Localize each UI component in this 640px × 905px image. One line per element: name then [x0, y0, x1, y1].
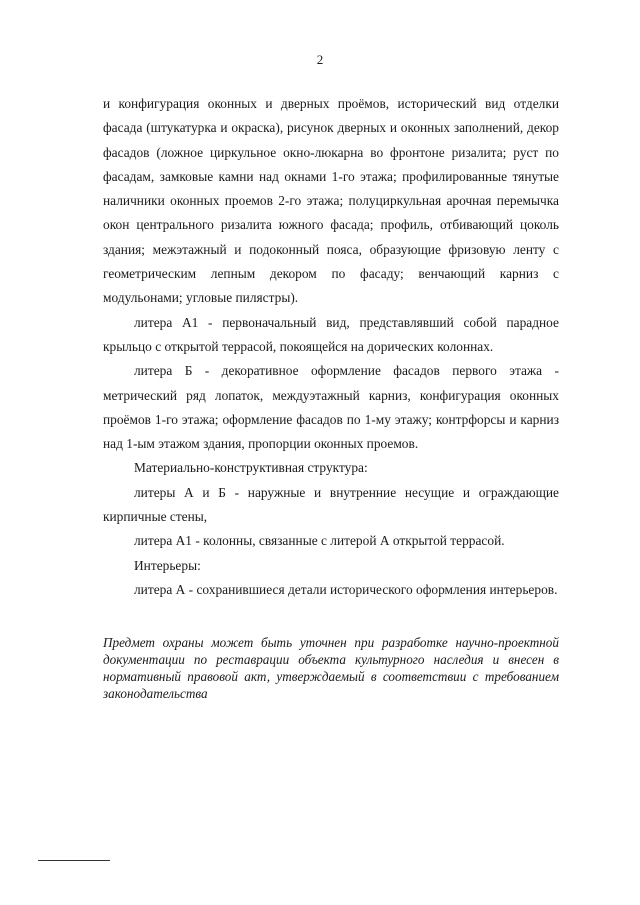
italic-note: Предмет охраны может быть уточнен при разработке научно-проектной документации по реставрации объекта культурного наследия и внесен в нормативный правовой акт, утверждаемый в соответствии с требованием законодательства	[103, 635, 559, 701]
footer-divider	[38, 860, 110, 861]
paragraph-litera-a-b-walls: литеры А и Б - наружные и внутренние несущие и ограждающие кирпичные стены,	[103, 484, 559, 525]
paragraph-litera-b: литера Б - декоративное оформление фасадов первого этажа - метрический ряд лопаток, междуэтажный карниз, конфигурация оконных проёмов 1-го этажа; оформление фасадов по 1-му этажу; контрфорсы и карниз над 1-ым этажом здания, пропорции оконных проемов.	[103, 363, 559, 452]
document-body	[103, 92, 559, 602]
heading-material-structure: Материально-конструктивная структура:	[134, 460, 368, 476]
page-number: 2	[316, 52, 324, 67]
paragraph-litera-a1-columns: литера А1 - колонны, связанные с литерой А открытой террасой.	[134, 533, 505, 549]
heading-interiors: Интерьеры:	[134, 557, 201, 573]
paragraph-litera-a-interiors: литера А - сохранившиеся детали исторического оформления интерьеров.	[134, 581, 558, 597]
paragraph-litera-a1: литера А1 - первоначальный вид, представлявший собой парадное крыльцо с открытой террасой, покоящейся на дорических колоннах.	[103, 314, 559, 354]
paragraph-facade-decor: и конфигурация оконных и дверных проёмов, исторический вид отделки фасада (штукатурка и окраска), рисунок дверных и оконных заполнений, декор фасадов (ложное циркульное окно-люкарна во фронтоне ризалита; руст по фасадам, замковые камни над окнами 1-го этажа; профилированные тянутые наличники оконных проемов 2-го этажа; полуциркульная арочная перемычка окон центрального ризалита южного фасада; профиль, отбивающий цоколь здания; межэтажный и подоконный пояса, образующие фризовую ленту с геометрическим лепным декором по фасаду; венчающий карниз с модульонами; угловые пилястры).	[103, 96, 559, 306]
